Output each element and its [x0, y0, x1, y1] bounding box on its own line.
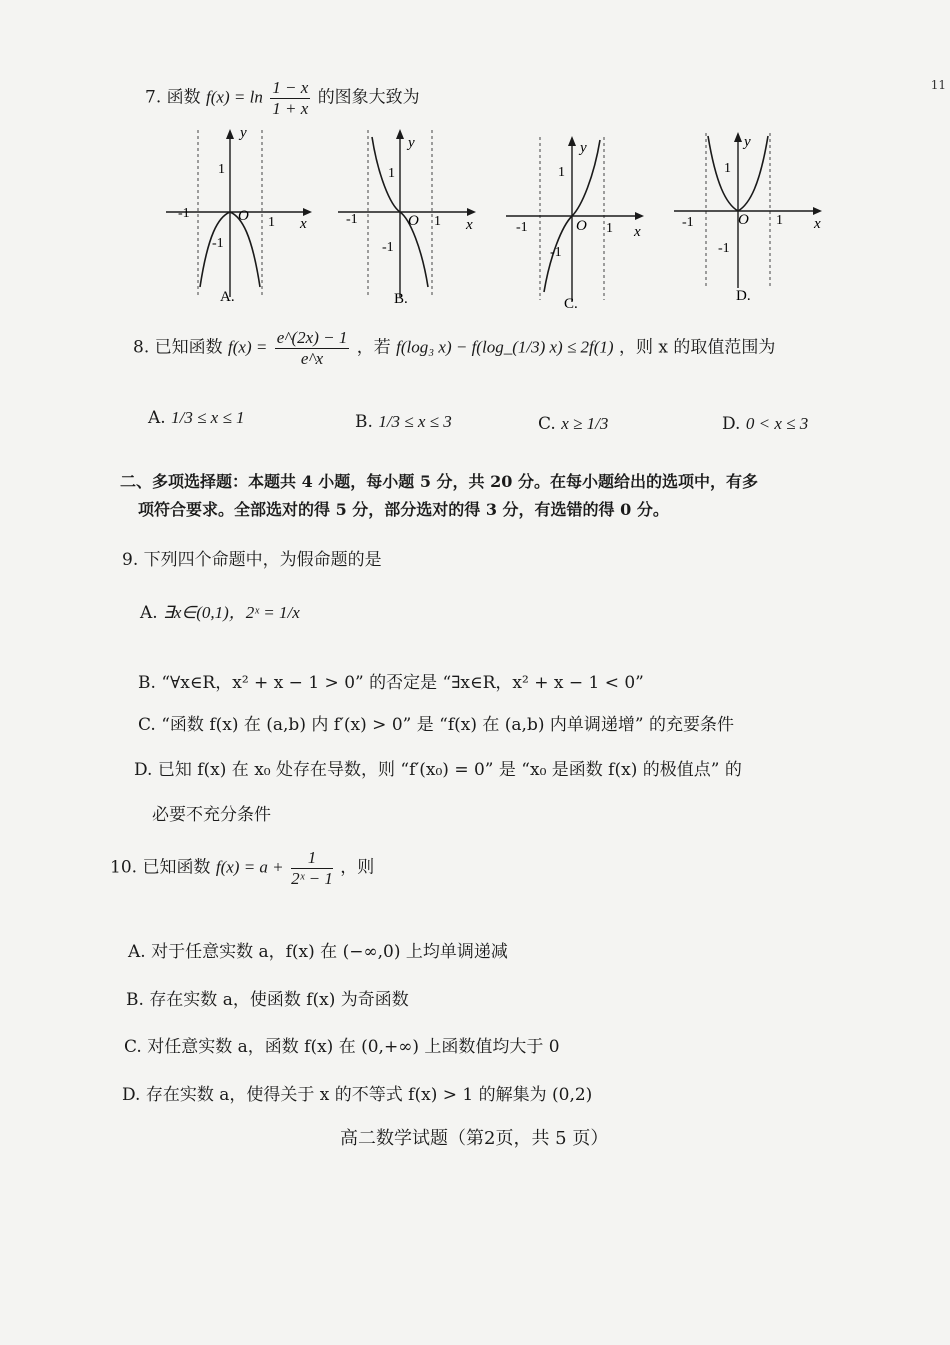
tick-label-pos-x: 1: [606, 221, 613, 236]
option-d: [722, 414, 808, 434]
question-lead: 已知函数: [142, 857, 211, 878]
function-lhs: f(x) = ln: [206, 87, 263, 107]
section-2-line-1: 二、多项选择题：本题共 4 小题，每小题 5 分，共 20 分。在每小题给出的选项中，有多: [120, 472, 758, 491]
option-letter: D.: [722, 414, 741, 434]
tick-label-neg-x: -1: [178, 206, 190, 221]
axis-label-y: y: [744, 134, 751, 150]
fraction: [275, 328, 350, 368]
fraction-denominator: 2ˣ − 1: [291, 868, 333, 888]
question-mid: ，若: [356, 337, 391, 358]
question-lead: 函数: [166, 87, 201, 108]
graph-option-a: [160, 125, 320, 310]
graph-option-label: B.: [394, 291, 408, 307]
axis-label-x: x: [466, 217, 473, 233]
tick-label-pos-y: 1: [388, 166, 395, 181]
x-axis-arrow: [813, 207, 822, 215]
fraction: [270, 78, 310, 118]
option-b: [355, 412, 452, 432]
fraction-numerator: 1: [291, 848, 333, 869]
option-letter: A.: [140, 603, 158, 623]
option-d: [134, 755, 742, 780]
question-8-stem: [133, 328, 775, 368]
question-number: 8.: [133, 337, 150, 358]
fraction-numerator: 1 − x: [272, 78, 309, 97]
fraction-denominator: 1 + x: [272, 98, 309, 118]
question-9-stem: 9. 下列四个命题中，为假命题的是: [122, 550, 382, 570]
y-axis-arrow: [568, 136, 576, 146]
tick-label-neg-y: -1: [550, 245, 562, 260]
function-lhs: f(x) =: [228, 337, 268, 357]
option-c: [538, 414, 608, 434]
axis-label-x: x: [634, 224, 641, 240]
option-c: [138, 710, 734, 735]
y-axis-arrow: [734, 132, 742, 142]
option-letter: C.: [538, 414, 556, 434]
option-text: “函数 f(x) 在 (a,b) 内 f′(x) > 0” 是 “f(x) 在 (a,b) 内单调递增” 的充要条件: [161, 715, 734, 735]
tick-label-pos-y: 1: [724, 161, 731, 176]
page-footer: 高二数学试题（第2页，共 5 页）: [340, 1128, 609, 1149]
option-text: 已知 f(x) 在 x₀ 处存在导数，则 “f′(x₀) = 0” 是 “x₀ 是函数 f(x) 的极值点” 的: [157, 760, 742, 780]
axis-label-y: y: [408, 135, 415, 151]
fraction-denominator: e^x: [300, 348, 324, 368]
question-tail: 的图象大致为: [317, 87, 420, 108]
section-2-header: [120, 468, 880, 524]
question-number: 10.: [110, 857, 138, 878]
origin-label: O: [738, 212, 749, 228]
option-d-continued: [152, 800, 271, 825]
tick-label-pos-x: 1: [776, 213, 783, 228]
graph-option-label: A.: [220, 289, 235, 305]
tick-label-neg-x: -1: [346, 212, 358, 227]
question-lead: 已知函数: [154, 337, 223, 358]
option-text: ∃x∈(0,1)，2ˣ = 1/x: [163, 603, 300, 622]
tick-label-neg-y: -1: [382, 240, 394, 255]
graph-option-c: [500, 132, 660, 314]
function-lhs: f(x) = a +: [215, 857, 284, 877]
question-tail: ，则 x 的取值范围为: [618, 337, 776, 358]
origin-label: O: [576, 218, 587, 234]
axis-label-x: x: [300, 216, 307, 232]
tick-label-neg-x: -1: [682, 215, 694, 230]
tick-label-pos-x: 1: [434, 214, 441, 229]
x-axis-arrow: [635, 212, 644, 220]
tick-label-pos-x: 1: [268, 215, 275, 230]
option-text: 1/3 ≤ x ≤ 3: [378, 412, 452, 431]
option-text: 对任意实数 a，函数 f(x) 在 (0,+∞) 上函数值均大于 0: [147, 1037, 560, 1057]
origin-label: O: [408, 213, 419, 229]
option-letter: B.: [138, 673, 156, 693]
page-corner-number: 11: [930, 78, 946, 92]
option-d: [122, 1080, 592, 1105]
option-letter: A.: [128, 942, 146, 962]
question-tail: ，则: [340, 857, 375, 878]
question-number: 7.: [145, 87, 162, 108]
option-b: [138, 668, 644, 693]
tick-label-neg-y: -1: [212, 236, 224, 251]
tick-label-neg-y: -1: [718, 241, 730, 256]
graph-option-label: C.: [564, 296, 578, 312]
fraction: [291, 848, 333, 888]
graph-option-label: D.: [736, 288, 751, 304]
tick-label-pos-y: 1: [218, 162, 225, 177]
y-axis-arrow: [396, 129, 404, 139]
option-letter: C.: [124, 1037, 142, 1057]
question-10-stem: [110, 848, 374, 888]
option-text: 1/3 ≤ x ≤ 1: [171, 408, 245, 427]
question-7-stem: [145, 78, 420, 118]
x-axis-arrow: [303, 208, 312, 216]
option-text: “∀x∈R，x² + x − 1 > 0” 的否定是 “∃x∈R，x² + x − 1 < 0”: [161, 673, 644, 693]
option-letter: D.: [122, 1085, 141, 1105]
option-letter: B.: [355, 412, 373, 432]
option-b: [126, 985, 409, 1010]
option-text: 0 < x ≤ 3: [745, 414, 809, 433]
graph-option-d: [668, 128, 838, 310]
option-letter: B.: [126, 990, 144, 1010]
option-text: 存在实数 a，使函数 f(x) 为奇函数: [149, 990, 409, 1010]
fraction-numerator: e^(2x) − 1: [276, 328, 348, 347]
option-text: x ≥ 1/3: [561, 414, 609, 433]
tick-label-pos-y: 1: [558, 165, 565, 180]
section-2-line-2: 项符合要求。全部选对的得 5 分，部分选对的得 3 分，有选错的得 0 分。: [138, 500, 669, 519]
option-letter: A.: [148, 408, 166, 428]
origin-label: O: [238, 208, 249, 224]
axis-label-x: x: [814, 216, 821, 232]
option-text: 必要不充分条件: [152, 805, 271, 825]
option-text: 存在实数 a，使得关于 x 的不等式 f(x) > 1 的解集为 (0,2): [145, 1085, 593, 1105]
condition-inequality: f(log₃ x) − f(log_(1/3) x) ≤ 2f(1): [396, 337, 614, 357]
option-letter: D.: [134, 760, 153, 780]
option-a: [128, 937, 508, 962]
graph-option-b: [332, 125, 492, 310]
axis-label-y: y: [580, 140, 587, 156]
y-axis-arrow: [226, 129, 234, 139]
tick-label-neg-x: -1: [516, 220, 528, 235]
x-axis-arrow: [467, 208, 476, 216]
option-c: [124, 1032, 560, 1057]
option-text: 对于任意实数 a，f(x) 在 (−∞,0) 上均单调递减: [151, 942, 508, 962]
option-letter: C.: [138, 715, 156, 735]
axis-label-y: y: [240, 125, 247, 141]
option-a: [140, 598, 300, 623]
option-a: [148, 408, 245, 428]
